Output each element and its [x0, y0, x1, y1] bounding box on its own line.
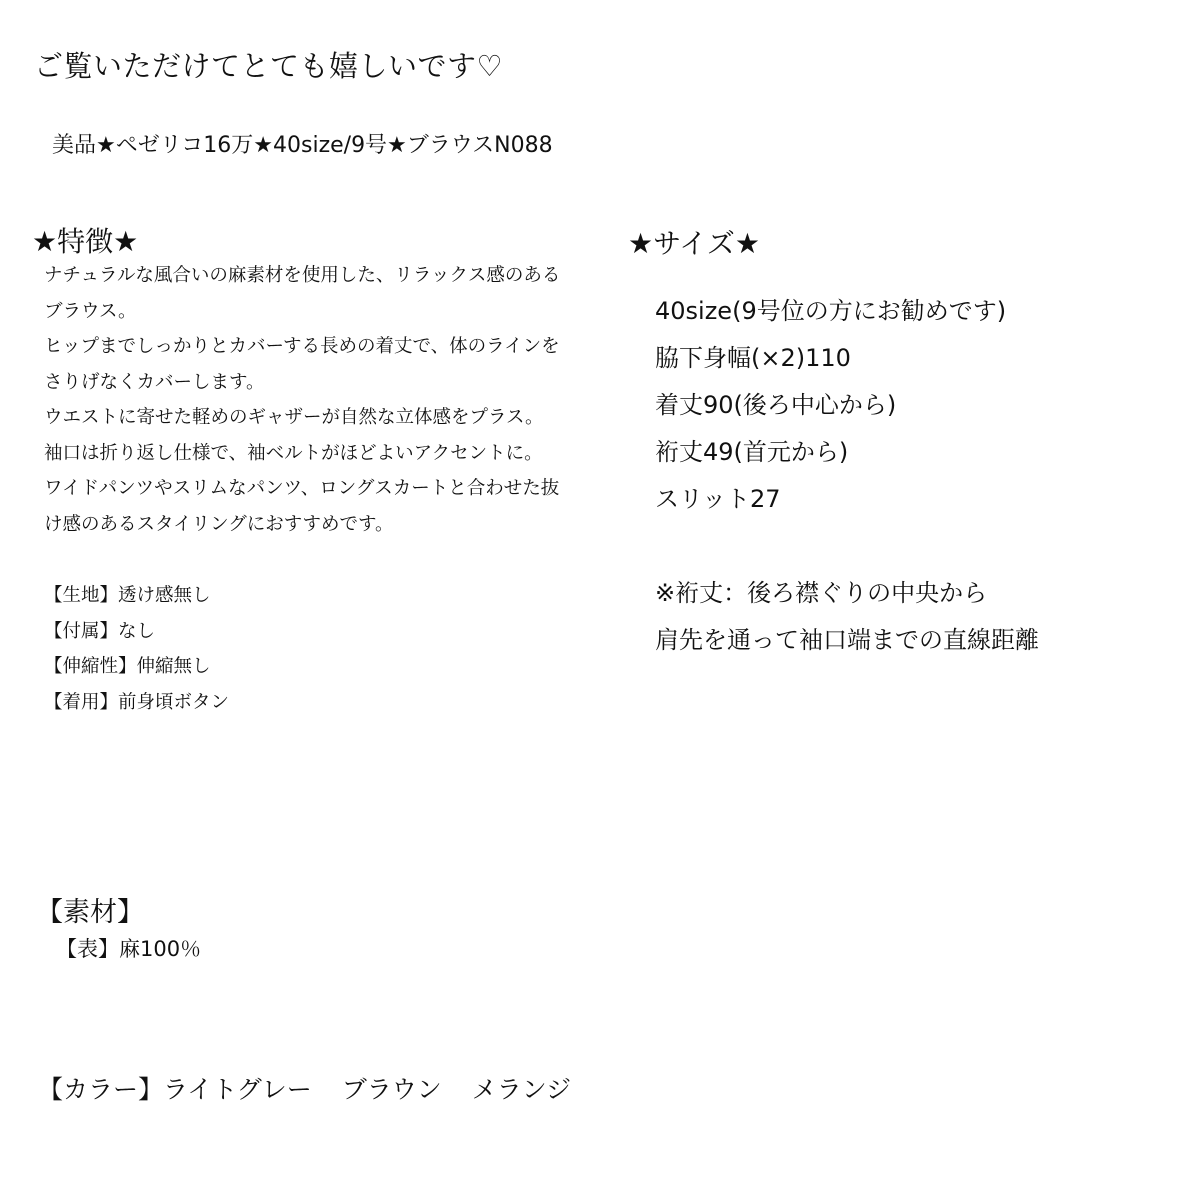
spec-fastening: 【着用】前身頃ボタン — [44, 691, 230, 713]
spec-accessories: 【付属】なし — [44, 620, 156, 642]
features-line: 袖口は折り返し仕様で、袖ベルトがほどよいアクセントに。 — [44, 442, 543, 464]
features-line: ナチュラルな風合いの麻素材を使用した、リラックス感のある — [44, 265, 561, 286]
features-line: ウエストに寄せた軽めのギャザーが自然な立体感をプラス。 — [44, 407, 544, 428]
size-item: スリット27 — [655, 485, 781, 513]
material-value: 【表】麻100％ — [56, 937, 202, 961]
color-options — [38, 1070, 571, 1106]
size-item: 裄丈49(首元から) — [655, 438, 849, 466]
features-heading: ★特徴★ — [32, 225, 139, 258]
product-title: 美品★ペゼリコ16万★40size/9号★ブラウスN088 — [52, 133, 553, 158]
spec-list — [44, 578, 229, 720]
features-description — [44, 258, 599, 542]
features-line: け感のあるスタイリングにおすすめです。 — [44, 513, 394, 535]
size-item: 40size(9号位の方にお勧めです) — [655, 297, 1007, 325]
size-heading: ★サイズ★ — [628, 227, 760, 260]
features-line: ブラウス。 — [44, 300, 137, 322]
features-line: ヒップまでしっかりとカバーする長めの着丈で、体のラインを — [44, 336, 560, 357]
color-option: ライトグレー — [163, 1075, 312, 1104]
greeting-text: ご覧いただけてとても嬉しいです♡ — [34, 49, 503, 83]
size-item: 着丈90(後ろ中心から) — [655, 391, 897, 419]
spec-stretch: 【伸縮性】伸縮無し — [44, 656, 211, 677]
size-list — [655, 288, 1006, 523]
color-option: メランジ — [471, 1075, 572, 1104]
features-line: ワイドパンツやスリムなパンツ、ロングスカートと合わせた抜 — [44, 478, 560, 499]
material-heading: 【素材】 — [36, 897, 144, 928]
color-label: 【カラー】 — [38, 1075, 164, 1104]
size-note — [655, 570, 1039, 664]
features-line: さりげなくカバーします。 — [44, 371, 265, 393]
color-option: ブラウン — [341, 1075, 442, 1104]
size-note-line: ※裄丈：後ろ襟ぐりの中央から — [655, 579, 988, 607]
size-item: 脇下身幅(×2)110 — [655, 344, 851, 372]
spec-fabric: 【生地】透け感無し — [44, 585, 211, 606]
size-note-line: 肩先を通って袖口端までの直線距離 — [655, 626, 1039, 654]
